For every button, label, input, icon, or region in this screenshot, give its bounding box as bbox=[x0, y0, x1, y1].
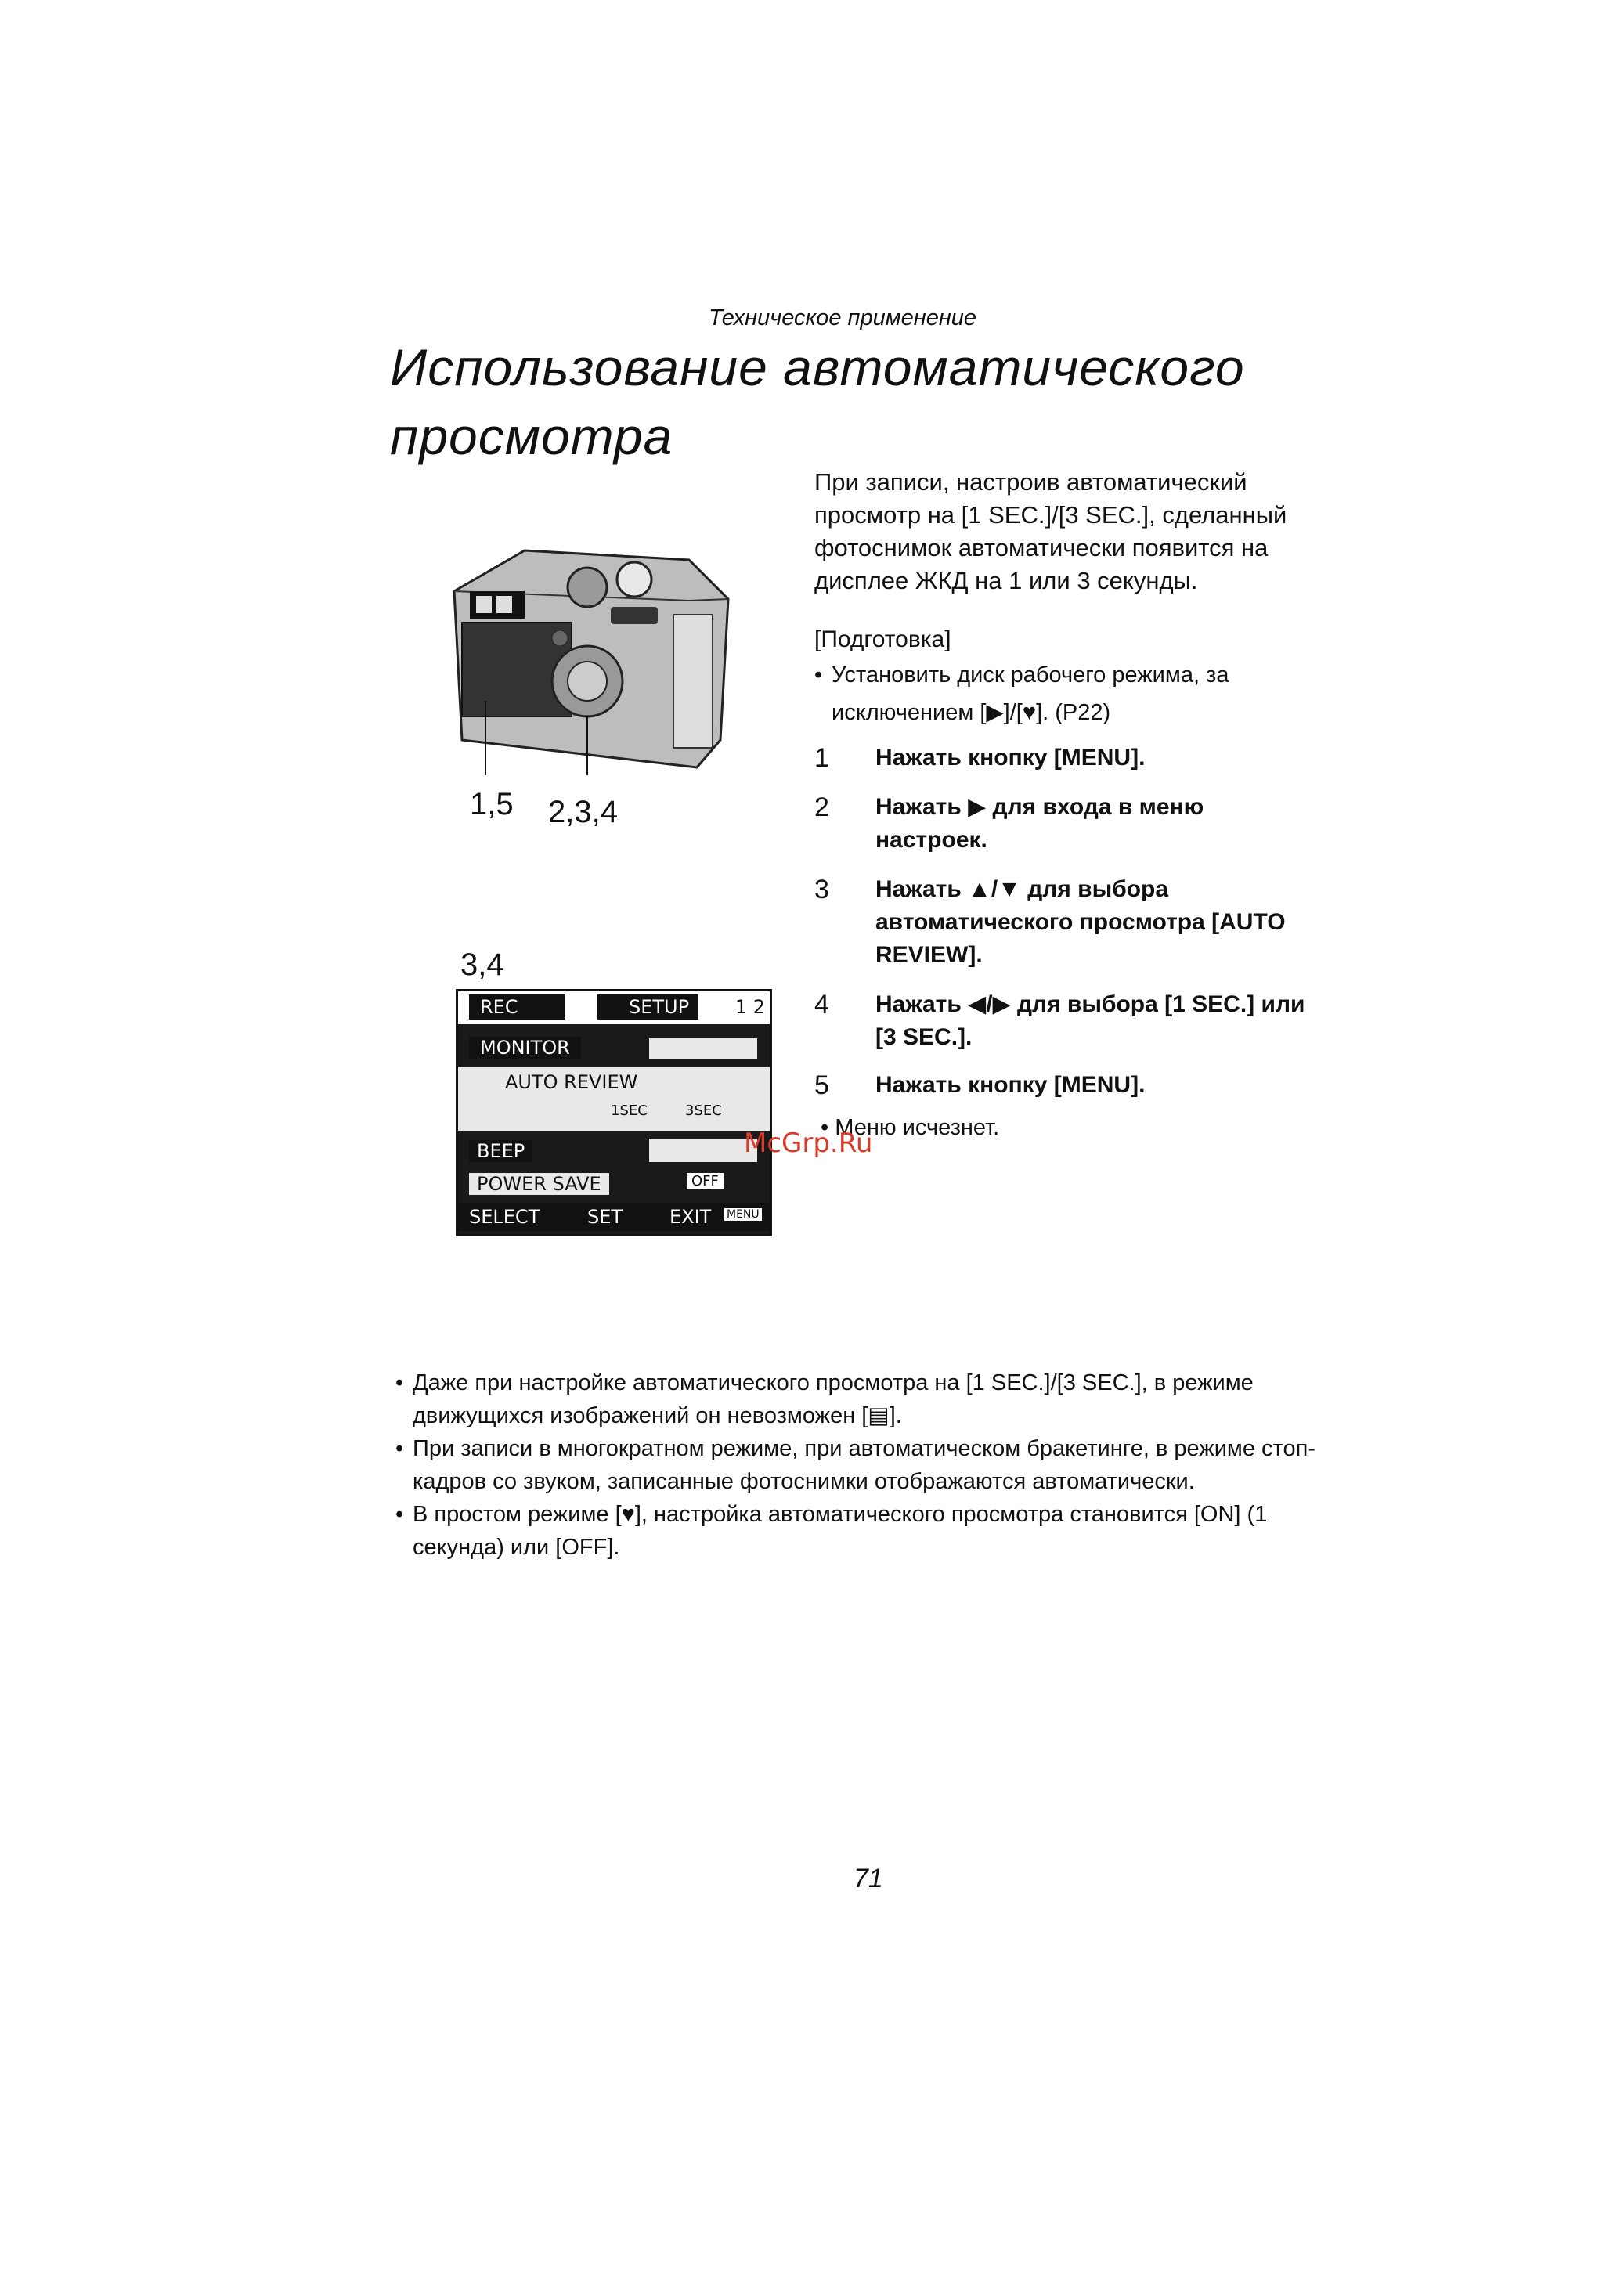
lcd-row-beep bbox=[458, 1135, 770, 1167]
note-item bbox=[395, 1432, 1327, 1498]
bullet-dot: • bbox=[814, 662, 823, 688]
note-1-text: Даже при настройке автоматического просмотра на [1 SEC.]/[3 SEC.], в режиме движущихся изображений он невозможен [▤]. bbox=[413, 1370, 1254, 1428]
lcd-footer-menu: MENU bbox=[724, 1208, 762, 1221]
lcd-footer-set: SET bbox=[587, 1206, 623, 1228]
lcd-footer-exit: EXIT bbox=[669, 1206, 712, 1228]
lcd-monitor-label: MONITOR bbox=[469, 1037, 581, 1059]
bullet-dot: • bbox=[395, 1502, 404, 1527]
lcd-label: 3,4 bbox=[460, 947, 504, 982]
step-3-text: Нажать ▲/▼ для выбора автоматического просмотра [AUTO REVIEW]. bbox=[875, 876, 1286, 968]
intro-text: При записи, настроив автоматический просмотр на [1 SEC.]/[3 SEC.], сделанный фотоснимок автоматически появится на дисплее ЖКД на 1 или 3 секунды. bbox=[814, 468, 1287, 594]
menu-disappears-note: • Меню исчезнет. bbox=[821, 1115, 1000, 1140]
lcd-footer bbox=[458, 1203, 770, 1231]
note-item bbox=[395, 1366, 1327, 1432]
lcd-auto-review-label: AUTO REVIEW bbox=[505, 1071, 638, 1093]
lcd-brightness-scale bbox=[649, 1038, 757, 1059]
note-item bbox=[395, 1498, 1327, 1564]
step-4-text: Нажать ◀/▶ для выбора [1 SEC.] или [3 SEC.]. bbox=[875, 991, 1305, 1050]
lcd-tab-page: 1 2 bbox=[734, 996, 765, 1018]
lcd-option-3sec: 3SEC bbox=[685, 1103, 722, 1119]
step-5-number: 5 bbox=[814, 1070, 829, 1100]
section-label: Техническое применение bbox=[709, 305, 977, 330]
preparation-bullet-text: Установить диск рабочего режима, за исключением [▶]/[♥]. (P22) bbox=[832, 662, 1229, 725]
page-title bbox=[390, 333, 1245, 471]
step-3-number: 3 bbox=[814, 875, 829, 904]
camera-label-right: 2,3,4 bbox=[548, 795, 618, 829]
lcd-row-auto-review bbox=[458, 1067, 770, 1131]
lcd-tab-bar bbox=[458, 991, 770, 1024]
lcd-tab-rec: REC bbox=[469, 994, 565, 1020]
lcd-row-monitor bbox=[458, 1032, 770, 1063]
lcd-menu-screen bbox=[456, 989, 772, 1236]
camera-label-left: 1,5 bbox=[470, 787, 514, 821]
notes-list bbox=[395, 1366, 1327, 1564]
lcd-off-value: OFF bbox=[687, 1173, 724, 1189]
step-2-number: 2 bbox=[814, 792, 829, 822]
lcd-footer-select: SELECT bbox=[469, 1206, 540, 1228]
preparation-heading: [Подготовка] bbox=[814, 626, 951, 652]
lcd-beep-value bbox=[649, 1139, 757, 1162]
bullet-dot: • bbox=[395, 1436, 404, 1461]
step-4-number: 4 bbox=[814, 990, 829, 1020]
lcd-row-power-save bbox=[458, 1168, 770, 1200]
step-2-text: Нажать ▶ для входа в меню настроек. bbox=[875, 794, 1204, 853]
step-1-text: Нажать кнопку [MENU]. bbox=[875, 745, 1146, 771]
lcd-power-save-label: POWER SAVE bbox=[469, 1173, 609, 1195]
lcd-option-1sec: 1SEC bbox=[611, 1103, 648, 1119]
title-line-1: Использование автоматического bbox=[390, 338, 1245, 396]
bullet-dot: • bbox=[395, 1370, 404, 1395]
camera-illustration bbox=[438, 544, 736, 783]
preparation-bullet bbox=[814, 656, 1315, 731]
page-number: 71 bbox=[854, 1864, 883, 1893]
note-3-text: В простом режиме [♥], настройка автоматического просмотра становится [ON] (1 секунда) или [OFF]. bbox=[413, 1502, 1268, 1560]
lcd-tab-setup: SETUP bbox=[597, 994, 698, 1020]
lcd-beep-label: BEEP bbox=[469, 1140, 532, 1162]
title-line-2: просмотра bbox=[390, 407, 673, 465]
watermark: McGrp.Ru bbox=[744, 1128, 873, 1159]
step-5-text: Нажать кнопку [MENU]. bbox=[875, 1072, 1146, 1098]
note-2-text: При записи в многократном режиме, при автоматическом бракетинге, в режиме стоп-кадров со звуком, записанные фотоснимки отображаются автоматически. bbox=[413, 1436, 1316, 1494]
step-1-number: 1 bbox=[814, 743, 829, 773]
